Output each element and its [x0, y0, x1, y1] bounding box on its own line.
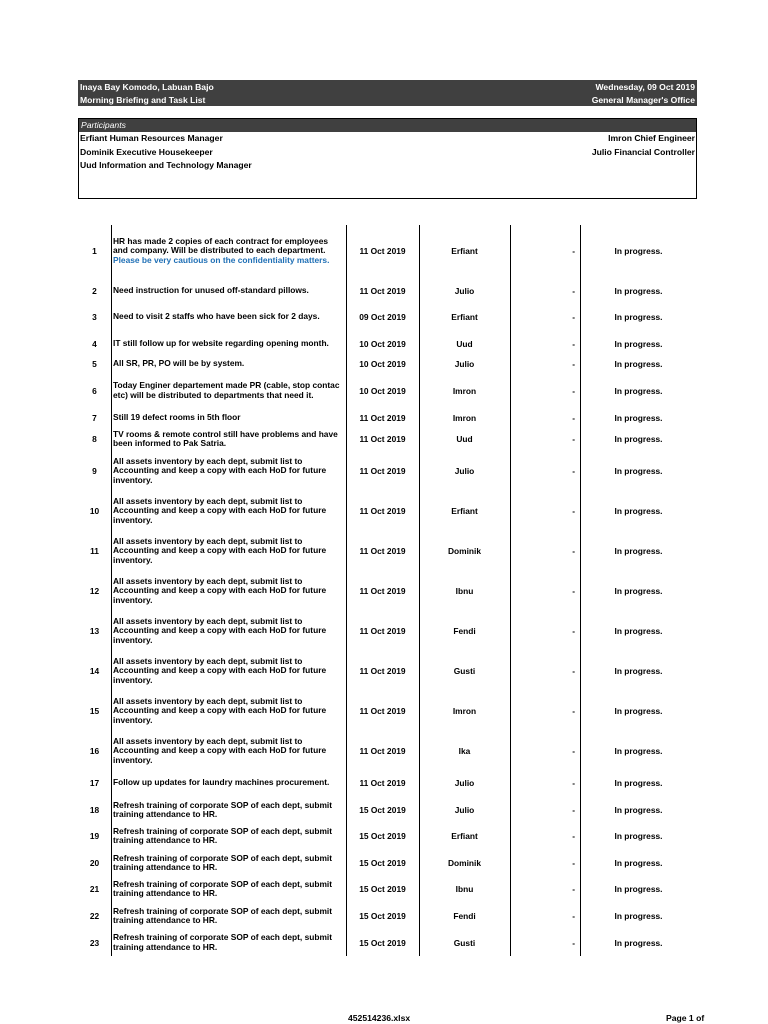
task-status: In progress. — [614, 858, 663, 868]
task-number: 22 — [89, 911, 100, 921]
table-row — [78, 611, 697, 651]
table-row — [78, 929, 697, 956]
table-row — [78, 823, 697, 849]
task-owner: Erfiant — [451, 506, 478, 516]
task-owner: Fendi — [453, 626, 476, 636]
task-owner: Ibnu — [455, 884, 474, 894]
task-number: 2 — [92, 286, 97, 296]
task-description-text: All assets inventory by each dept, submit list to Accounting and keep a copy with each HoD for future inventory. — [113, 696, 327, 725]
task-dash: - — [572, 805, 575, 815]
task-number: 12 — [89, 586, 100, 596]
task-description — [111, 339, 346, 348]
task-owner: Dominik — [447, 858, 482, 868]
task-status: In progress. — [614, 413, 663, 423]
task-due-date: 11 Oct 2019 — [359, 246, 406, 256]
task-status: In progress. — [614, 546, 663, 556]
task-number: 14 — [89, 666, 100, 676]
footer-filename: 452514236.xlsx — [348, 1013, 411, 1023]
task-due-date: 15 Oct 2019 — [359, 858, 406, 868]
task-dash: - — [572, 339, 575, 349]
task-description — [111, 237, 346, 265]
task-due-date: 11 Oct 2019 — [359, 778, 406, 788]
task-status: In progress. — [614, 626, 663, 636]
task-description — [111, 312, 346, 321]
task-owner: Gusti — [453, 666, 476, 676]
task-status: In progress. — [614, 911, 663, 921]
task-owner: Ibnu — [455, 586, 474, 596]
task-status: In progress. — [614, 466, 663, 476]
task-dash: - — [572, 506, 575, 516]
task-description-text: Refresh training of corporate SOP of each dept, submit training attendance to HR. — [113, 825, 333, 845]
task-status: In progress. — [614, 884, 663, 894]
task-dash: - — [572, 586, 575, 596]
task-status: In progress. — [614, 666, 663, 676]
task-description-text: All assets inventory by each dept, submit list to Accounting and keep a copy with each HoD for future inventory. — [113, 456, 327, 485]
task-owner: Erfiant — [451, 246, 478, 256]
task-description — [111, 286, 346, 295]
task-description — [111, 497, 346, 525]
task-status: In progress. — [614, 586, 663, 596]
task-status: In progress. — [614, 746, 663, 756]
task-owner: Julio — [454, 805, 475, 815]
task-owner: Erfiant — [451, 312, 478, 322]
table-row — [78, 451, 697, 491]
task-number: 4 — [92, 339, 97, 349]
participant-row — [79, 146, 696, 160]
task-description — [111, 381, 346, 399]
task-number: 10 — [89, 506, 100, 516]
task-description — [111, 697, 346, 725]
task-dash: - — [572, 831, 575, 841]
task-description-text: Follow up updates for laundry machines procurement. — [113, 777, 330, 788]
task-owner: Uud — [456, 339, 473, 349]
task-due-date: 15 Oct 2019 — [359, 937, 406, 948]
task-owner: Ika — [458, 746, 471, 756]
task-status: In progress. — [614, 246, 663, 256]
participant-left: Uud Information and Technology Manager — [80, 160, 252, 170]
participant-right: Imron Chief Engineer — [608, 133, 695, 143]
table-row — [78, 850, 697, 876]
task-description-text: Need instruction for unused off-standard pillows. — [113, 285, 309, 296]
task-number: 16 — [89, 746, 100, 756]
task-description-text: All assets inventory by each dept, submit list to Accounting and keep a copy with each HoD for future inventory. — [113, 736, 327, 765]
task-number: 21 — [89, 884, 100, 894]
table-row — [78, 225, 697, 277]
task-dash: - — [572, 546, 575, 556]
participants-heading: Participants — [79, 119, 696, 132]
task-dash: - — [572, 434, 575, 444]
participant-right: Julio Financial Controller — [591, 146, 695, 157]
date-label: Wednesday, 09 Oct 2019 — [595, 81, 695, 92]
participant-left: Dominik Executive Housekeeper — [80, 146, 213, 157]
task-number: 18 — [89, 805, 100, 815]
task-dash: - — [572, 884, 575, 894]
task-owner: Erfiant — [451, 831, 478, 841]
task-number: 11 — [90, 546, 99, 556]
task-due-date: 11 Oct 2019 — [359, 586, 406, 596]
task-due-date: 11 Oct 2019 — [359, 434, 406, 444]
task-due-date: 15 Oct 2019 — [359, 911, 406, 921]
table-row — [78, 571, 697, 611]
task-dash: - — [572, 746, 575, 756]
task-description — [111, 617, 346, 645]
task-due-date: 15 Oct 2019 — [359, 805, 406, 815]
task-number: 6 — [92, 385, 97, 396]
task-number: 19 — [89, 831, 100, 841]
task-number: 1 — [92, 246, 97, 256]
task-description-text: HR has made 2 copies of each contract for employees and company. Will be distributed to each department. — [113, 236, 329, 256]
location-label: Inaya Bay Komodo, Labuan Bajo — [80, 81, 214, 92]
table-row — [78, 797, 697, 823]
table-row — [78, 876, 697, 902]
task-dash: - — [572, 312, 575, 322]
task-owner: Imron — [452, 706, 477, 716]
task-due-date: 15 Oct 2019 — [359, 884, 406, 894]
task-description — [111, 657, 346, 685]
task-number: 13 — [89, 626, 100, 636]
task-number: 7 — [92, 413, 97, 423]
header-bar-top — [78, 80, 697, 93]
table-row — [78, 691, 697, 731]
task-status: In progress. — [614, 312, 663, 322]
task-description — [111, 577, 346, 605]
table-row — [78, 409, 697, 427]
table-row — [78, 354, 697, 374]
table-row — [78, 771, 697, 795]
task-dash: - — [572, 858, 575, 868]
task-dash: - — [572, 413, 575, 423]
task-description — [111, 778, 346, 787]
task-due-date: 15 Oct 2019 — [359, 831, 406, 841]
task-description-text: All assets inventory by each dept, submit list to Accounting and keep a copy with each HoD for future inventory. — [113, 536, 327, 565]
task-number: 15 — [89, 706, 100, 716]
task-number: 20 — [89, 858, 100, 868]
task-number: 8 — [92, 434, 97, 444]
task-number: 3 — [92, 312, 97, 322]
table-row — [78, 731, 697, 771]
task-description-text: TV rooms & remote control still have problems and have been informed to Pak Satria. — [113, 428, 338, 448]
task-description — [111, 457, 346, 485]
participant-row — [79, 132, 696, 146]
task-due-date: 11 Oct 2019 — [359, 546, 406, 556]
task-dash: - — [572, 466, 575, 476]
task-description — [111, 537, 346, 565]
task-description — [111, 880, 346, 898]
task-description — [111, 907, 346, 925]
task-description-text: Need to visit 2 staffs who have been sick for 2 days. — [113, 311, 320, 322]
task-description — [111, 827, 346, 845]
task-due-date: 10 Oct 2019 — [359, 359, 406, 369]
task-due-date: 11 Oct 2019 — [359, 413, 406, 423]
task-description — [111, 413, 346, 422]
task-description-text: All SR, PR, PO will be by system. — [113, 358, 245, 369]
participant-left: Erfiant Human Resources Manager — [80, 133, 223, 143]
task-dash: - — [572, 706, 575, 716]
task-status: In progress. — [614, 434, 663, 444]
task-description-text: All assets inventory by each dept, submit list to Accounting and keep a copy with each HoD for future inventory. — [113, 616, 327, 645]
task-due-date: 11 Oct 2019 — [359, 466, 406, 476]
task-description-text: Refresh training of corporate SOP of each dept, submit training attendance to HR. — [113, 905, 333, 925]
task-owner: Dominik — [447, 546, 482, 556]
task-status: In progress. — [614, 286, 663, 296]
task-due-date: 11 Oct 2019 — [359, 286, 406, 296]
table-row — [78, 334, 697, 354]
participants-box — [78, 118, 697, 199]
table-row — [78, 307, 697, 327]
task-status: In progress. — [614, 831, 663, 841]
task-owner: Julio — [454, 778, 475, 788]
task-status: In progress. — [614, 506, 663, 516]
task-dash: - — [572, 385, 575, 396]
task-description-text: Refresh training of corporate SOP of each dept, submit training attendance to HR. — [113, 878, 333, 898]
task-dash: - — [572, 778, 575, 788]
task-dash: - — [572, 626, 575, 636]
task-description — [111, 933, 346, 951]
participant-row — [79, 159, 696, 173]
task-due-date: 10 Oct 2019 — [359, 385, 406, 396]
table-row — [78, 491, 697, 531]
table-row — [78, 281, 697, 301]
task-due-date: 11 Oct 2019 — [359, 506, 406, 516]
task-dash: - — [572, 666, 575, 676]
task-owner: Imron — [452, 385, 477, 396]
task-number: 23 — [89, 937, 100, 948]
table-row — [78, 651, 697, 691]
task-description-text: All assets inventory by each dept, submit list to Accounting and keep a copy with each HoD for future inventory. — [113, 496, 327, 525]
task-status: In progress. — [614, 706, 663, 716]
task-due-date: 11 Oct 2019 — [359, 706, 406, 716]
task-description-text: IT still follow up for website regarding opening month. — [113, 338, 329, 349]
task-dash: - — [572, 286, 575, 296]
task-description-text: Still 19 defect rooms in 5th floor — [113, 412, 241, 423]
task-owner: Julio — [454, 466, 475, 476]
task-status: In progress. — [614, 778, 663, 788]
task-status: In progress. — [614, 937, 663, 948]
document-title: Morning Briefing and Task List — [80, 94, 206, 105]
task-owner: Julio — [454, 359, 475, 369]
task-description — [111, 359, 346, 368]
task-due-date: 11 Oct 2019 — [359, 746, 406, 756]
office-label: General Manager's Office — [591, 94, 695, 105]
task-description-text: Refresh training of corporate SOP of each dept, submit training attendance to HR. — [113, 932, 333, 952]
task-description-text: Refresh training of corporate SOP of each dept, submit training attendance to HR. — [113, 852, 333, 872]
task-description — [111, 430, 346, 448]
task-description — [111, 737, 346, 765]
task-owner: Gusti — [453, 937, 476, 948]
task-number: 5 — [92, 359, 97, 369]
task-owner: Imron — [452, 413, 477, 423]
task-description-text: Today Enginer departement made PR (cable, stop contac etc) will be distributed to departments that need it. — [113, 380, 340, 400]
task-status: In progress. — [614, 805, 663, 815]
task-owner: Fendi — [453, 911, 476, 921]
task-note: Please be very cautious on the confidentiality matters. — [113, 254, 330, 265]
task-description-text: All assets inventory by each dept, submit list to Accounting and keep a copy with each HoD for future inventory. — [113, 576, 327, 605]
task-description-text: All assets inventory by each dept, submit list to Accounting and keep a copy with each HoD for future inventory. — [113, 656, 327, 685]
task-description — [111, 854, 346, 872]
footer-page-number: Page 1 of — [666, 1013, 705, 1023]
task-due-date: 11 Oct 2019 — [359, 626, 406, 636]
task-due-date: 09 Oct 2019 — [359, 312, 406, 322]
task-due-date: 11 Oct 2019 — [359, 666, 406, 676]
table-row — [78, 531, 697, 571]
task-status: In progress. — [614, 339, 663, 349]
task-number: 17 — [89, 778, 100, 788]
task-description — [111, 801, 346, 819]
task-dash: - — [572, 359, 575, 369]
task-description-text: Refresh training of corporate SOP of each dept, submit training attendance to HR. — [113, 799, 333, 819]
task-owner: Julio — [454, 286, 475, 296]
table-row — [78, 903, 697, 929]
task-due-date: 10 Oct 2019 — [359, 339, 406, 349]
task-number: 9 — [92, 466, 97, 476]
table-row — [78, 374, 697, 407]
task-dash: - — [572, 246, 575, 256]
task-dash: - — [572, 911, 575, 921]
task-status: In progress. — [614, 359, 663, 369]
table-row — [78, 427, 697, 451]
task-status: In progress. — [614, 385, 663, 396]
task-table — [78, 225, 697, 956]
header-bar-bottom — [78, 93, 697, 106]
task-owner: Uud — [456, 434, 473, 444]
task-dash: - — [572, 937, 575, 948]
